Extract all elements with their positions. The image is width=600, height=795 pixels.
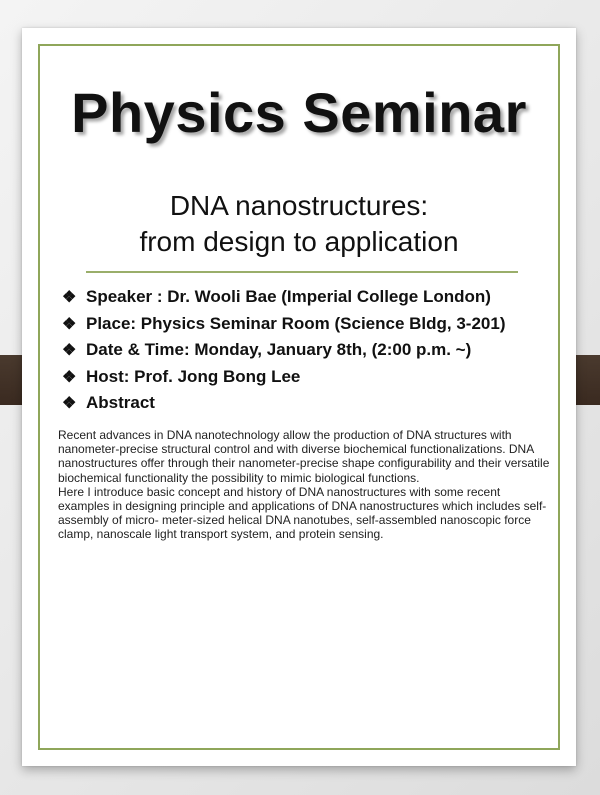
bullet-place	[62, 311, 572, 338]
date-time-text: Date & Time: Monday, January 8th, (2:00 p.m. ~)	[86, 340, 472, 360]
subtitle-line-1: DNA nanostructures:	[169, 190, 429, 221]
bullet-host	[62, 364, 572, 391]
host-text: Host: Prof. Jong Bong Lee	[86, 366, 301, 386]
diamond-bullet-icon: ❖	[62, 289, 77, 307]
abstract-paragraph-2: Here I introduce basic concept and history of DNA nanostructures with some recent examples in designing principle and applications of DNA nanostructures which includes self-assembly of micro- meter-sized helical DNA nanotubes, self-assembled nanoscopic force clamp, nanoscale light transport system, and protein sensing.	[58, 484, 547, 542]
abstract-body	[58, 428, 554, 542]
subtitle-line-2: from design to application	[139, 226, 459, 257]
bullet-abstract	[62, 390, 572, 417]
bullet-speaker	[62, 284, 572, 311]
place-text: Place: Physics Seminar Room (Science Bldg, 3-201)	[86, 313, 506, 333]
diamond-bullet-icon: ❖	[62, 395, 77, 413]
poster-sheet	[22, 28, 576, 766]
diamond-bullet-icon: ❖	[62, 342, 77, 360]
bullet-date-time	[62, 337, 572, 364]
poster-title: Physics Seminar	[71, 81, 527, 144]
info-bullet-list	[62, 284, 572, 417]
abstract-paragraph-1: Recent advances in DNA nanotechnology allow the production of DNA structures with nanometer-precise structural control and with diverse biochemical functionalizations. DNA nanostructures offer through their nanometer-precise shape configurability and their versatile biochemical functionality the possibility to mimic biological functions.	[58, 428, 550, 485]
divider-line	[86, 271, 518, 273]
diamond-bullet-icon: ❖	[62, 315, 77, 333]
poster-subtitle	[22, 188, 576, 260]
abstract-heading: Abstract	[86, 393, 155, 413]
speaker-text: Speaker : Dr. Wooli Bae (Imperial College London)	[86, 287, 491, 307]
diamond-bullet-icon: ❖	[62, 368, 77, 386]
